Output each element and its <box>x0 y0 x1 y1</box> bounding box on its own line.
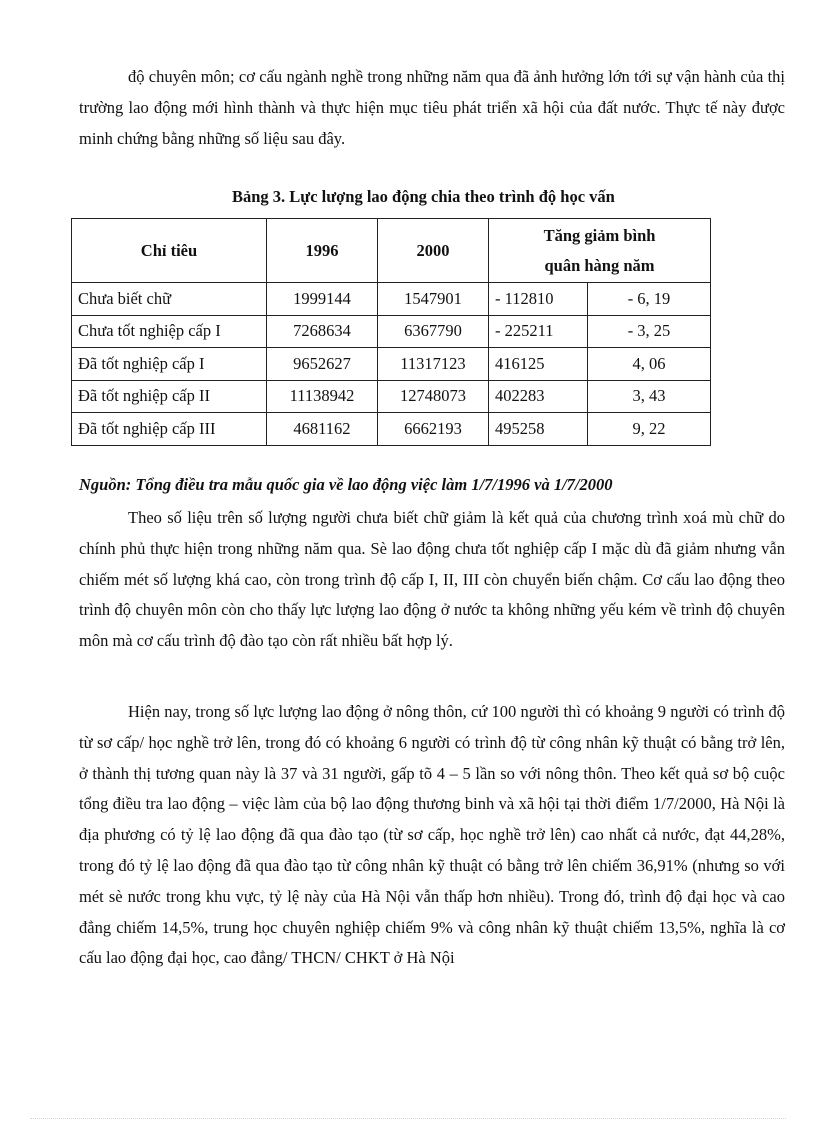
value-2000: 6367790 <box>378 315 489 348</box>
header-indicator: Chỉ tiêu <box>72 219 267 283</box>
row-label: Chưa biết chữ <box>72 283 267 316</box>
header-annual-change <box>489 219 711 283</box>
value-change-percent: 3, 43 <box>588 380 711 413</box>
value-change-absolute: 495258 <box>489 413 588 446</box>
value-1996: 11138942 <box>267 380 378 413</box>
row-label: Đã tốt nghiệp cấp III <box>72 413 267 446</box>
value-2000: 6662193 <box>378 413 489 446</box>
value-change-absolute: 402283 <box>489 380 588 413</box>
header-change-line2: quân hàng năm <box>544 255 655 275</box>
value-2000: 1547901 <box>378 283 489 316</box>
value-change-percent: - 3, 25 <box>588 315 711 348</box>
value-change-absolute: - 225211 <box>489 315 588 348</box>
row-label: Đã tốt nghiệp cấp I <box>72 348 267 381</box>
value-change-percent: - 6, 19 <box>588 283 711 316</box>
education-labor-table <box>71 218 711 446</box>
paragraph-current-situation: Hiện nay, trong số lực lượng lao động ở nông thôn, cứ 100 người thì có khoảng 9 người có trình độ từ sơ cấp/ học nghề trở lên, trong đó có khoảng 6 người có trình độ từ công nhân kỹ thuật có bằng trở lên, ở thành thị tương quan này là 37 và 31 người, gấp tõ 4 – 5 lần so với nông thôn. Theo kết quả sơ bộ cuộc tổng điều tra lao động – việc làm của bộ lao động thương binh và xã hội tại thời điểm 1/7/2000, Hà Nội là địa phương có tỷ lệ lao động đã qua đào tạo (từ sơ cấp, học nghề trở lên) cao nhất cả nước, đạt 44,28%, trong đó tỷ lệ lao động đã qua đào tạo từ công nhân kỹ thuật có bằng trở lên chiếm 36,91% (nhưng so với mét sè nước trong khu vực, tỷ lệ này của Hà Nội vẫn thấp hơn nhiều). Trong đó, trình độ đại học và cao đẳng chiếm 14,5%, trung học chuyên nghiệp chiếm 9% và công nhân kỹ thuật chiếm 13,5%, nghĩa là cơ cấu lao động đại học, cao đẳng/ THCN/ CHKT ở Hà Nội <box>79 702 785 968</box>
value-2000: 11317123 <box>378 348 489 381</box>
table-row <box>72 315 711 348</box>
value-change-absolute: - 112810 <box>489 283 588 316</box>
table-header-row <box>72 219 711 283</box>
table-row <box>72 348 711 381</box>
value-change-percent: 4, 06 <box>588 348 711 381</box>
value-1996: 9652627 <box>267 348 378 381</box>
table-caption: Bảng 3. Lực lượng lao động chia theo trình độ học vấn <box>232 187 615 206</box>
table-source-note: Nguồn: Tổng điều tra mẫu quốc gia về lao động việc làm 1/7/1996 và 1/7/2000 <box>79 475 613 494</box>
value-1996: 1999144 <box>267 283 378 316</box>
paragraph-intro: độ chuyên môn; cơ cấu ngành nghề trong những năm qua đã ảnh hưởng lớn tới sự vận hành của thị trường lao động mới hình thành và thực hiện mục tiêu phát triển xã hội của đất nước. Thực tế này được minh chứng bằng những số liệu sau đây. <box>79 67 785 148</box>
table-row <box>72 283 711 316</box>
header-2000: 2000 <box>378 219 489 283</box>
table-row <box>72 413 711 446</box>
value-2000: 12748073 <box>378 380 489 413</box>
value-change-absolute: 416125 <box>489 348 588 381</box>
value-change-percent: 9, 22 <box>588 413 711 446</box>
value-1996: 7268634 <box>267 315 378 348</box>
row-label: Chưa tốt nghiệp cấp I <box>72 315 267 348</box>
value-1996: 4681162 <box>267 413 378 446</box>
header-1996: 1996 <box>267 219 378 283</box>
page-bottom-divider <box>30 1118 786 1119</box>
row-label: Đã tốt nghiệp cấp II <box>72 380 267 413</box>
header-change-line1: Tăng giảm bình <box>543 225 656 245</box>
table-row <box>72 380 711 413</box>
paragraph-analysis: Theo số liệu trên số lượng người chưa biết chữ giảm là kết quả của chương trình xoá mù chữ do chính phủ thực hiện trong những năm qua. Sè lao động chưa tốt nghiệp cấp I mặc dù đã giảm nhưng vẫn chiếm mét số lượng khá cao, còn trong trình độ cấp I, II, III còn chuyển biến chậm. Cơ cấu lao động theo trình độ chuyên môn còn cho thấy lực lượng lao động ở nước ta không những yếu kém về trình độ chuyên môn mà cơ cấu trình độ đào tạo còn rất nhiều bất hợp lý. <box>79 508 785 651</box>
